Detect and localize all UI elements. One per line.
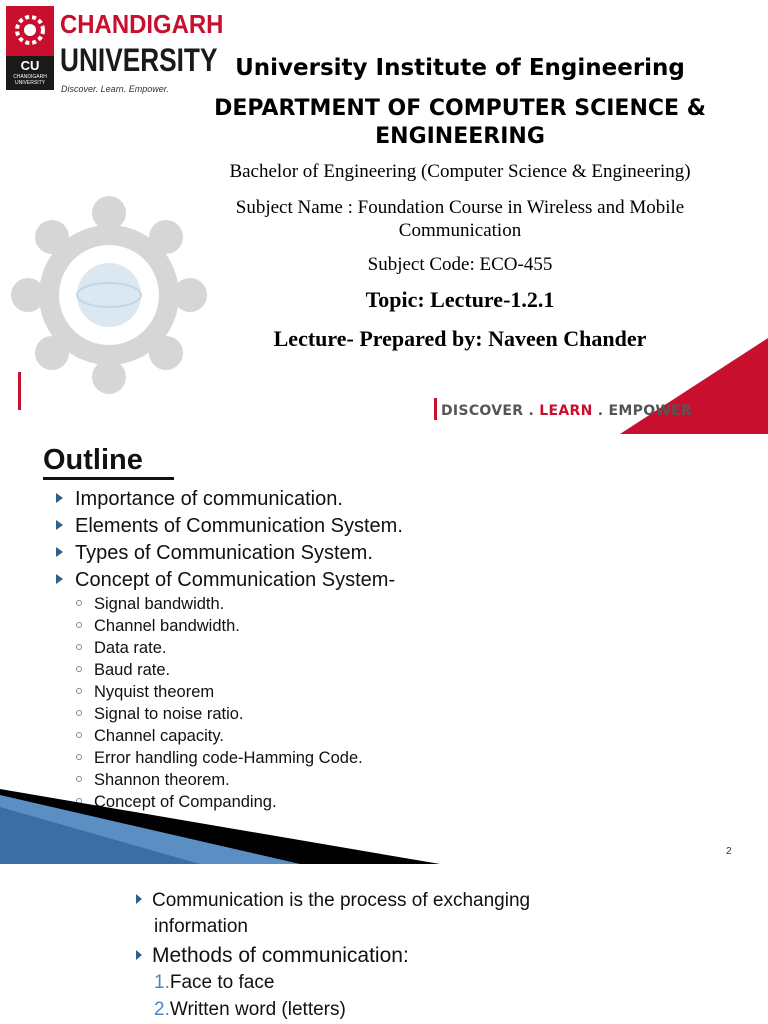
sub-list-item-text: Data rate. [94, 639, 167, 657]
sub-list-item-text: Baud rate. [94, 661, 171, 679]
sub-list-item [76, 771, 230, 790]
sub-list-item-text: Signal bandwidth. [94, 595, 225, 613]
subject-code: Subject Code: ECO-455 [367, 254, 553, 275]
triangle-bullet-icon [56, 574, 63, 584]
topic: Topic: Lecture-1.2.1 [365, 287, 555, 312]
list-item [136, 890, 530, 912]
ring-bullet-icon [76, 732, 82, 738]
list-item-continuation: information [154, 916, 248, 937]
sub-list-item [76, 617, 240, 636]
numbered-item-text: Written word (letters) [169, 999, 346, 1020]
list-item-text: Communication is the process of exchanging [152, 890, 531, 911]
emblem-subtext: CHANDIGARH UNIVERSITY [13, 74, 47, 86]
triangle-bullet-icon [136, 894, 142, 904]
item-number: 1. [154, 972, 170, 993]
list-item [56, 542, 373, 565]
sub-list-item [76, 727, 224, 746]
sub-list-item-text: Shannon theorem. [94, 771, 230, 789]
list-item [136, 944, 409, 968]
ring-bullet-icon [76, 600, 82, 606]
sub-list-item-text: Nyquist theorem [94, 683, 215, 701]
list-item-text: Methods of communication: [152, 944, 409, 967]
ring-bullet-icon [76, 754, 82, 760]
list-item-text: Concept of Communication System- [75, 569, 396, 591]
sub-list-item-text: Channel capacity. [94, 727, 224, 745]
ring-bullet-icon [76, 622, 82, 628]
numbered-item [154, 972, 274, 994]
slogan-learn: LEARN [539, 403, 593, 419]
triangle-bullet-icon [136, 950, 142, 960]
triangle-bullet-icon [56, 493, 63, 503]
content-slide [0, 864, 768, 1024]
university-logo [6, 6, 224, 94]
item-number: 2. [154, 999, 170, 1020]
slogan [434, 398, 692, 420]
degree-name: Bachelor of Engineering (Computer Science & Engineering) [229, 161, 691, 182]
list-item [56, 488, 343, 511]
sub-list-item [76, 749, 363, 768]
triangle-bullet-icon [56, 520, 63, 530]
triangle-bullet-icon [56, 547, 63, 557]
sub-list-item-text: Channel bandwidth. [94, 617, 240, 635]
slogan-bar [434, 398, 437, 420]
prepared-by: Lecture- Prepared by: Naveen Chander [273, 326, 647, 351]
outline-slide [0, 434, 768, 864]
sub-list-item-text: Error handling code-Hamming Code. [94, 749, 363, 767]
outline-title: Outline [43, 444, 143, 476]
ring-bullet-icon [76, 776, 82, 782]
logo-line-1: CHANDIGARH [60, 9, 224, 39]
title-slide [0, 0, 768, 434]
list-item-text: Elements of Communication System. [75, 515, 403, 537]
list-item-text: Importance of communication. [75, 488, 343, 510]
logo-line-2: UNIVERSITY [60, 42, 218, 78]
ring-bullet-icon [76, 688, 82, 694]
footer-swoosh [0, 789, 768, 864]
subject-name: Subject Name : Foundation Course in Wireless and Mobile Communication [235, 197, 685, 241]
left-accent-bar [18, 372, 21, 410]
institute-name: University Institute of Engineering [235, 55, 685, 81]
list-item-text: Types of Communication System. [75, 542, 373, 564]
numbered-item-text: Face to face [169, 972, 275, 993]
emblem-text: CU [20, 58, 40, 73]
sub-list-item-text: Signal to noise ratio. [94, 705, 244, 723]
logo-tagline: Discover. Learn. Empower. [61, 84, 169, 94]
list-item [56, 515, 403, 538]
slogan-empower: . EMPOWER [592, 403, 693, 419]
sub-list-item [76, 595, 224, 614]
ring-bullet-icon [76, 710, 82, 716]
slogan-discover: DISCOVER . [441, 403, 540, 419]
title-underline [43, 477, 174, 480]
numbered-item [154, 999, 346, 1021]
ring-bullet-icon [76, 644, 82, 650]
page-number: 2 [726, 846, 732, 857]
sub-list-item [76, 661, 170, 680]
ring-bullet-icon [76, 666, 82, 672]
sub-list-item [76, 683, 214, 702]
list-item [56, 569, 395, 592]
sub-list-item [76, 639, 166, 658]
department-name: DEPARTMENT OF COMPUTER SCIENCE & ENGINEERING [214, 96, 706, 149]
sub-list-item [76, 705, 244, 724]
sub-list-item-text: Concept of Companding. [94, 793, 277, 811]
